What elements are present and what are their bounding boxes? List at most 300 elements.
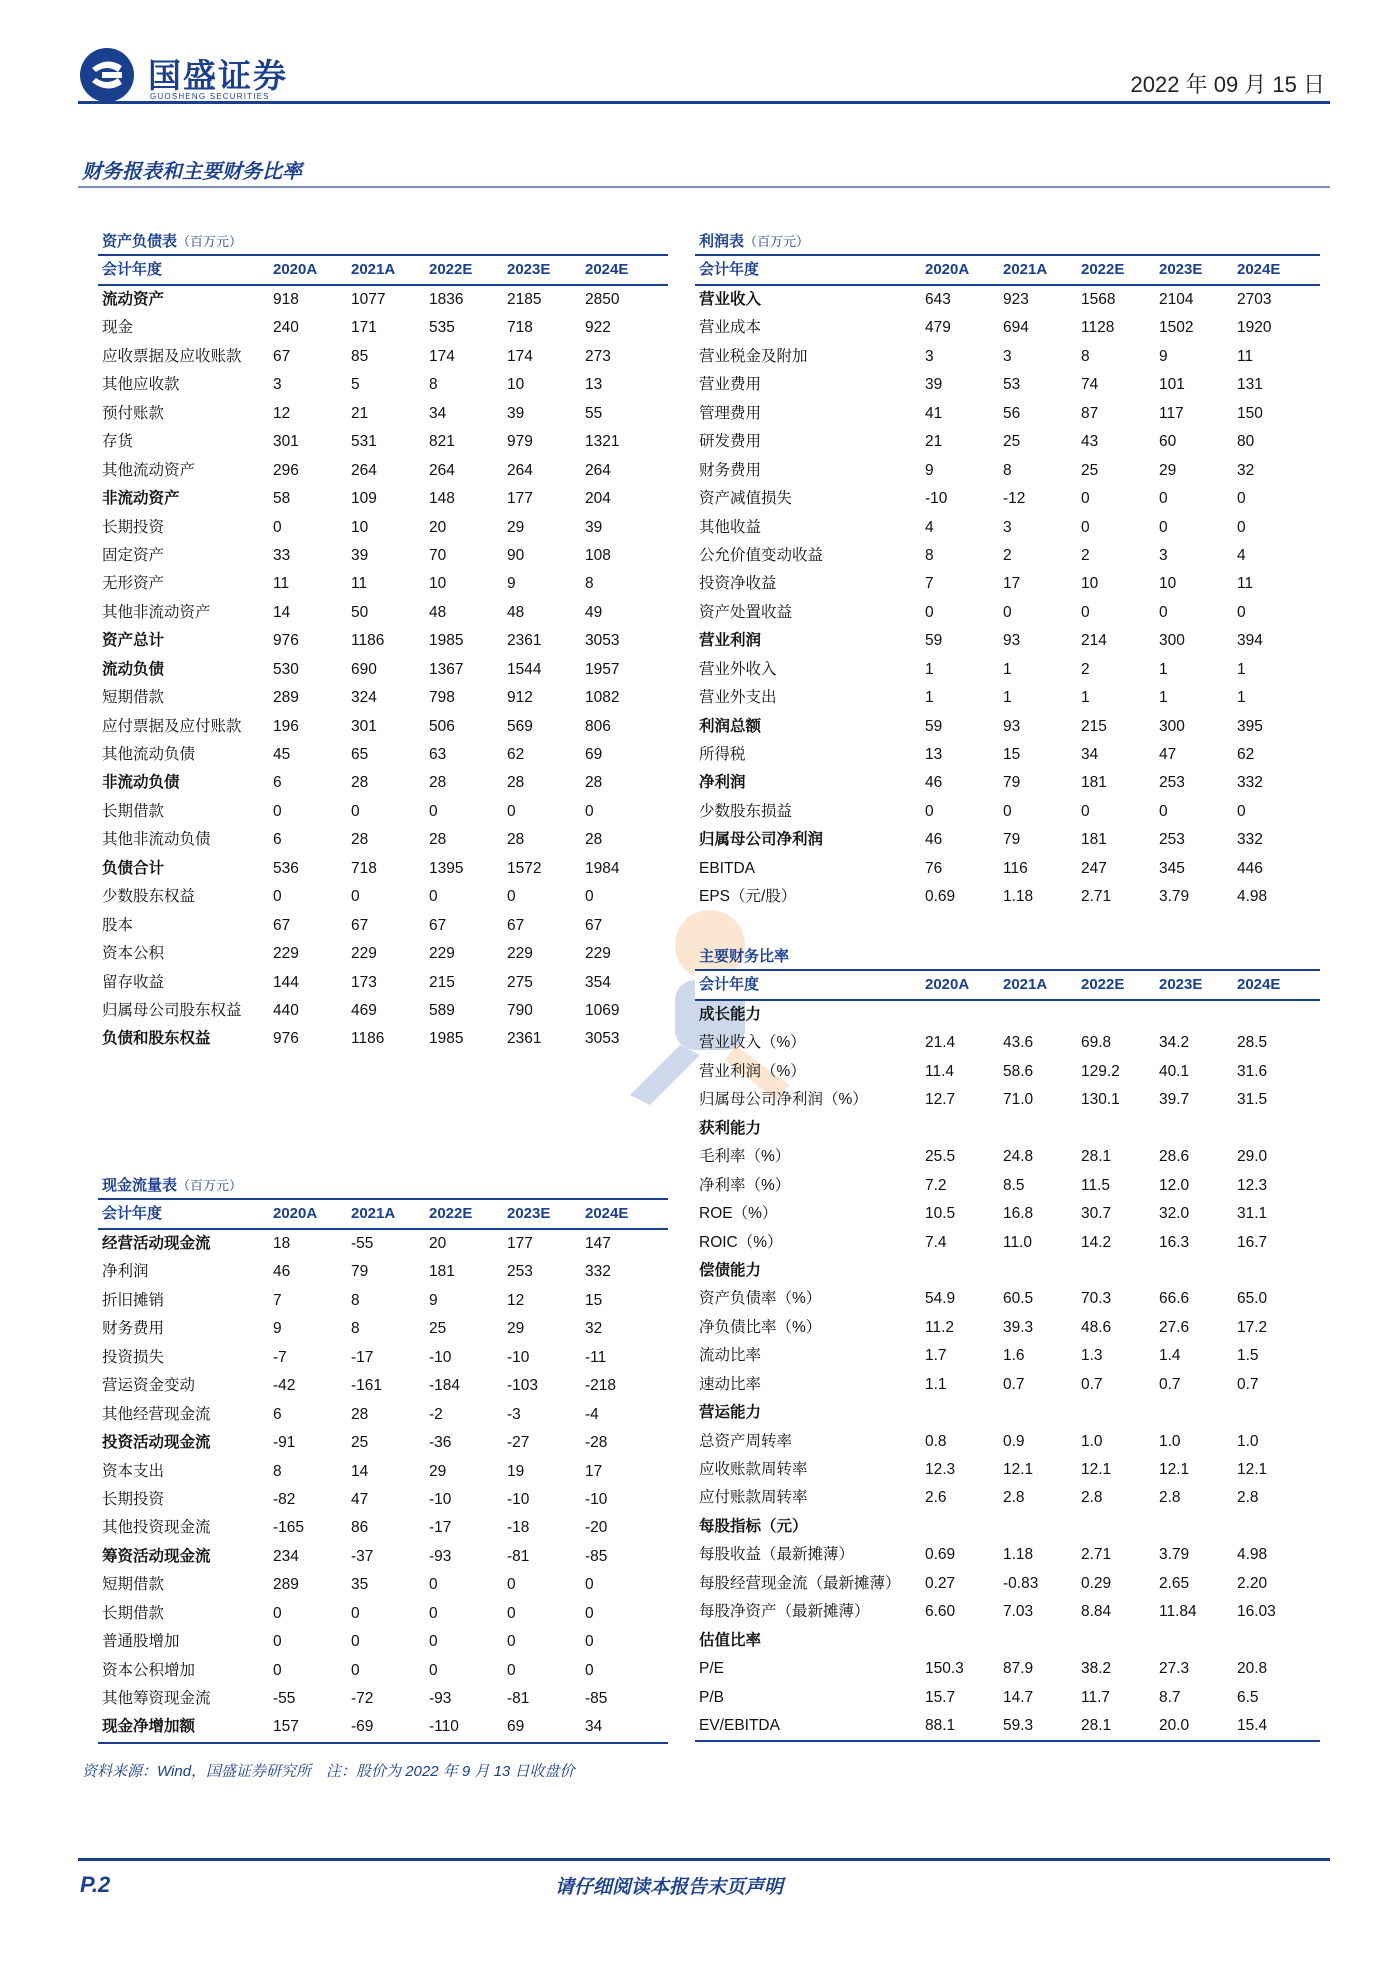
cash-flow-title: 现金流量表（百万元） xyxy=(98,1174,668,1200)
row-label: 所得税 xyxy=(699,746,746,763)
row-label: 经营活动现金流 xyxy=(102,1235,211,1252)
cell-value xyxy=(1237,1513,1315,1541)
cell-value: 1984 xyxy=(585,859,620,877)
cell-value xyxy=(1237,1115,1315,1143)
cell-value: 59 xyxy=(925,717,943,735)
cell-value: 50 xyxy=(351,603,369,621)
cell-value: 240 xyxy=(273,319,299,337)
row-label: 利润总额 xyxy=(699,717,762,735)
cell-value: 1 xyxy=(1159,660,1168,678)
cell-value: 0 xyxy=(1159,802,1168,820)
table-row xyxy=(98,656,668,684)
row-label: 归属母公司净利润 xyxy=(699,831,824,849)
cell-value: 101 xyxy=(1159,376,1185,394)
table-row xyxy=(98,1287,668,1315)
cell-value: 6 xyxy=(273,831,282,849)
cell-value: 17 xyxy=(1003,575,1021,593)
row-label: 偿债能力 xyxy=(699,1261,762,1279)
cell-value: 1 xyxy=(925,689,934,707)
cell-value: 49 xyxy=(585,603,603,621)
cell-value: 0 xyxy=(507,802,516,820)
cell-value: -55 xyxy=(351,1235,374,1252)
cell-value: 34 xyxy=(585,1718,603,1736)
cell-value: 25 xyxy=(351,1434,369,1452)
row-label: 无形资产 xyxy=(102,575,165,593)
cell-value: 20.0 xyxy=(1159,1716,1190,1734)
row-label: 获利能力 xyxy=(699,1119,762,1137)
cell-value: 0 xyxy=(1159,490,1168,508)
table-row xyxy=(98,1344,668,1372)
cell-value: 93 xyxy=(1003,717,1021,735)
table-row xyxy=(695,684,1320,712)
cell-value: 3 xyxy=(273,376,282,394)
cell-value: 694 xyxy=(1003,319,1029,337)
cell-value: 0.7 xyxy=(1003,1375,1025,1393)
cell-value: 1836 xyxy=(429,291,464,308)
table-row xyxy=(695,1115,1320,1143)
table-row xyxy=(695,1456,1320,1484)
cell-value: 1321 xyxy=(585,433,620,451)
row-label: 现金 xyxy=(102,319,134,337)
cell-value: -85 xyxy=(585,1547,608,1565)
cell-value: 0 xyxy=(273,518,282,536)
cell-value: 88.1 xyxy=(925,1716,956,1734)
cell-value: 12.7 xyxy=(925,1091,956,1109)
cell-value: 8 xyxy=(429,376,438,394)
cell-value: 8.5 xyxy=(1003,1176,1025,1194)
row-label: 净利率（%） xyxy=(699,1176,791,1194)
cell-value: 16.7 xyxy=(1237,1233,1268,1251)
cell-value: 181 xyxy=(429,1263,455,1281)
cell-value: 0 xyxy=(273,1633,282,1651)
cell-value: 332 xyxy=(585,1263,611,1281)
cell-value: 253 xyxy=(1159,774,1185,792)
cell-value: 87.9 xyxy=(1003,1660,1034,1678)
cell-value: 296 xyxy=(273,461,299,479)
cell-value xyxy=(1003,1001,1081,1029)
report-date: 2022 年 09 月 15 日 xyxy=(1130,72,1325,97)
row-label: 每股收益（最新摊薄） xyxy=(699,1546,855,1564)
page-number: P.2 xyxy=(80,1872,111,1897)
cell-value: 0 xyxy=(585,1633,594,1651)
cell-value: 25 xyxy=(1081,461,1099,479)
cell-value: 28 xyxy=(351,1405,369,1423)
table-row xyxy=(695,457,1320,485)
cell-value: 148 xyxy=(429,490,455,508)
cell-value: 229 xyxy=(351,945,377,963)
cell-value: 1069 xyxy=(585,1001,620,1019)
cell-value: 1 xyxy=(1003,660,1012,678)
cell-value: 177 xyxy=(507,490,533,508)
table-row xyxy=(695,542,1320,570)
cell-value xyxy=(1081,1513,1159,1541)
cell-value: 345 xyxy=(1159,859,1185,877)
cell-value: 11 xyxy=(1237,575,1254,593)
cell-value: 171 xyxy=(351,319,377,337)
cash-flow-table xyxy=(98,1174,668,1744)
cell-value: 535 xyxy=(429,319,455,337)
cell-value xyxy=(1003,1257,1081,1285)
cell-value: 0 xyxy=(1237,490,1246,508)
cell-value: 79 xyxy=(1003,831,1021,849)
table-row xyxy=(695,1541,1320,1569)
cell-value: 14 xyxy=(351,1462,369,1480)
cell-value: 28 xyxy=(429,774,447,792)
cell-value: 10 xyxy=(351,518,369,536)
table-row xyxy=(695,1200,1320,1228)
table-row xyxy=(695,1513,1320,1541)
cell-value: 45 xyxy=(273,746,291,763)
cell-value: 108 xyxy=(585,546,611,564)
table-row xyxy=(98,997,668,1025)
row-label: 管理费用 xyxy=(699,404,762,422)
cell-value: 12 xyxy=(273,404,291,422)
cell-value: 1.3 xyxy=(1081,1347,1103,1365)
cell-value: 60.5 xyxy=(1003,1290,1034,1308)
cash-flow-header xyxy=(98,1200,668,1230)
row-label: 非流动负债 xyxy=(102,774,180,792)
balance-sheet-table xyxy=(98,230,668,1054)
cell-value: 70.3 xyxy=(1081,1290,1112,1308)
year-header: 2022E xyxy=(1081,976,1125,993)
income-statement-header xyxy=(695,256,1320,286)
cell-value: 28 xyxy=(507,831,525,849)
row-label: 少数股东权益 xyxy=(102,888,196,906)
cell-value: -72 xyxy=(351,1690,374,1707)
cell-value: 11.4 xyxy=(925,1062,955,1080)
cell-value: 8 xyxy=(1003,461,1012,479)
header-label: 会计年度 xyxy=(102,261,163,278)
cell-value: -10 xyxy=(585,1490,608,1508)
cell-value: 0 xyxy=(351,1661,360,1679)
cell-value: 0 xyxy=(1159,603,1168,621)
cell-value: 0 xyxy=(1237,518,1246,536)
row-label: 长期投资 xyxy=(102,1490,165,1508)
table-row xyxy=(695,314,1320,342)
cell-value: -2 xyxy=(429,1405,443,1423)
cell-value: 40.1 xyxy=(1159,1062,1190,1080)
table-row xyxy=(98,1571,668,1599)
table-row xyxy=(98,485,668,513)
cell-value xyxy=(1081,1627,1159,1655)
cell-value: 1.5 xyxy=(1237,1347,1259,1365)
cell-value: 15.7 xyxy=(925,1688,956,1706)
cell-value: 1128 xyxy=(1081,319,1115,337)
table-row xyxy=(98,314,668,342)
cell-value: 86 xyxy=(351,1519,369,1537)
row-label: 流动负债 xyxy=(102,660,165,678)
row-label: P/E xyxy=(699,1660,724,1678)
year-header: 2022E xyxy=(1081,261,1125,278)
cell-value: 11.2 xyxy=(925,1318,955,1336)
table-row xyxy=(695,855,1320,883)
cell-value: 2.71 xyxy=(1081,1546,1112,1564)
cell-value: -28 xyxy=(585,1434,608,1452)
cell-value: 31.6 xyxy=(1237,1062,1268,1080)
cell-value: 289 xyxy=(273,689,299,707)
cell-value: 80 xyxy=(1237,433,1255,451)
cell-value: 589 xyxy=(429,1001,455,1019)
row-label: 应收账款周转率 xyxy=(699,1461,808,1478)
cell-value: 71.0 xyxy=(1003,1091,1034,1109)
cell-value: 34.2 xyxy=(1159,1034,1190,1052)
cell-value: 76 xyxy=(925,859,943,877)
cell-value: 1.1 xyxy=(925,1375,947,1393)
balance-sheet-rows xyxy=(98,286,668,1054)
cell-value: 28.1 xyxy=(1081,1148,1112,1166)
row-label: 资产处置收益 xyxy=(699,603,793,621)
row-label: 其他应收款 xyxy=(102,376,180,394)
cell-value: 253 xyxy=(1159,831,1185,849)
table-row xyxy=(98,542,668,570)
cell-value: 67 xyxy=(507,916,525,934)
cell-value: 79 xyxy=(1003,774,1021,792)
row-label: 其他筹资现金流 xyxy=(102,1690,211,1707)
cell-value: 2.71 xyxy=(1081,888,1112,906)
table-row xyxy=(98,1514,668,1542)
cell-value: 58.6 xyxy=(1003,1062,1034,1080)
cell-value: 446 xyxy=(1237,859,1263,877)
cell-value: 147 xyxy=(585,1235,611,1252)
cell-value: 5 xyxy=(351,376,360,394)
table-row xyxy=(695,1001,1320,1029)
row-label: 预付账款 xyxy=(102,404,165,422)
cell-value: 117 xyxy=(1159,404,1184,422)
year-header: 2023E xyxy=(507,261,551,278)
cell-value: 173 xyxy=(351,973,377,991)
cell-value: 918 xyxy=(273,291,299,308)
cell-value: -0.83 xyxy=(1003,1574,1039,1592)
cell-value xyxy=(1003,1399,1081,1427)
cell-value: 1 xyxy=(1237,689,1246,707)
row-label: 负债合计 xyxy=(102,859,165,877)
cell-value: 300 xyxy=(1159,717,1185,735)
cell-value: 16.03 xyxy=(1237,1603,1276,1621)
cell-value: 53 xyxy=(1003,376,1021,394)
cell-value: 39.7 xyxy=(1159,1091,1190,1109)
ratios-rows xyxy=(695,1001,1320,1742)
cell-value: 12.1 xyxy=(1081,1461,1112,1478)
cell-value: 8 xyxy=(585,575,594,593)
cell-value: 39 xyxy=(925,376,943,394)
cell-value: 34 xyxy=(429,404,447,422)
row-label: 其他非流动负债 xyxy=(102,831,211,849)
cell-value: 39 xyxy=(351,546,369,564)
table-row xyxy=(695,400,1320,428)
table-row xyxy=(98,855,668,883)
row-label: 营运资金变动 xyxy=(102,1377,196,1395)
cell-value: 20 xyxy=(429,518,447,536)
cell-value xyxy=(1003,1627,1081,1655)
cell-value: 1.0 xyxy=(1081,1432,1103,1450)
cell-value: 264 xyxy=(507,461,533,479)
cell-value xyxy=(925,1399,1003,1427)
table-row xyxy=(695,485,1320,513)
cell-value: 66.6 xyxy=(1159,1290,1190,1308)
row-label: 短期借款 xyxy=(102,1576,165,1594)
table-row xyxy=(695,570,1320,598)
cell-value: 569 xyxy=(507,717,533,735)
cell-value xyxy=(925,1627,1003,1655)
cell-value: 0 xyxy=(507,888,516,906)
cell-value: 60 xyxy=(1159,433,1177,451)
cell-value: 2 xyxy=(1003,546,1012,564)
cell-value: 2850 xyxy=(585,291,620,308)
row-label: 每股净资产（最新摊薄） xyxy=(699,1603,870,1621)
ratios-header xyxy=(695,971,1320,1001)
cell-value: 13 xyxy=(585,376,603,394)
cell-value: 59.3 xyxy=(1003,1716,1034,1734)
cell-value: 8 xyxy=(925,546,934,564)
cell-value: -11 xyxy=(585,1348,607,1366)
cell-value: 35 xyxy=(351,1576,369,1594)
cell-value: 11.0 xyxy=(1003,1233,1033,1251)
cell-value: 1 xyxy=(1159,689,1168,707)
cell-value: 144 xyxy=(273,973,299,991)
row-label: 投资损失 xyxy=(102,1348,165,1366)
cell-value: 234 xyxy=(273,1547,299,1565)
header-label: 会计年度 xyxy=(699,261,760,278)
cell-value: 18 xyxy=(273,1235,291,1252)
table-row xyxy=(98,599,668,627)
cell-value: 28 xyxy=(507,774,525,792)
table-row xyxy=(98,684,668,712)
row-label: 短期借款 xyxy=(102,689,165,707)
income-statement-table xyxy=(695,230,1320,912)
cell-value: 6 xyxy=(273,774,282,792)
row-label: 营业收入（%） xyxy=(699,1034,806,1052)
cell-value: 15 xyxy=(1003,746,1021,763)
cell-value: 395 xyxy=(1237,717,1263,735)
cell-value: 912 xyxy=(507,689,533,707)
table-row xyxy=(98,1372,668,1400)
cell-value: 8 xyxy=(273,1462,282,1480)
disclaimer: 请仔细阅读本报告末页声明 xyxy=(555,1877,784,1898)
cell-value: 332 xyxy=(1237,774,1263,792)
cell-value: 4 xyxy=(925,518,934,536)
cell-value: 0.7 xyxy=(1159,1375,1181,1393)
cell-value: -27 xyxy=(507,1434,530,1452)
row-label: 投资净收益 xyxy=(699,575,777,593)
row-label: 折旧摊销 xyxy=(102,1291,165,1309)
cell-value: 10 xyxy=(507,376,525,394)
cell-value: 43 xyxy=(1081,433,1099,451)
table-row xyxy=(695,1598,1320,1626)
cell-value: 0 xyxy=(1081,603,1090,621)
cell-value: 2361 xyxy=(507,632,542,650)
cell-value: 28 xyxy=(585,774,603,792)
table-row xyxy=(695,769,1320,797)
cell-value: 67 xyxy=(351,916,369,934)
cell-value: 1 xyxy=(1237,660,1246,678)
company-name-en: GUOSHENG SECURITIES xyxy=(150,92,270,101)
cell-value: 1.7 xyxy=(925,1347,947,1365)
cell-value: 2 xyxy=(1081,546,1090,564)
cell-value: -17 xyxy=(429,1519,452,1537)
cell-value: 12.0 xyxy=(1159,1176,1190,1194)
header-label: 会计年度 xyxy=(102,1205,163,1222)
cell-value: -218 xyxy=(585,1377,617,1395)
cell-value: 215 xyxy=(429,973,455,991)
row-label: 资产减值损失 xyxy=(699,490,793,508)
cell-value: 174 xyxy=(429,347,455,365)
cell-value: 289 xyxy=(273,1576,299,1594)
section-title: 财务报表和主要财务比率 xyxy=(82,161,302,183)
row-label: 长期投资 xyxy=(102,518,165,536)
cell-value: 332 xyxy=(1237,831,1263,849)
cell-value: 1186 xyxy=(351,632,385,650)
cell-value: 87 xyxy=(1081,404,1099,422)
cell-value: 1082 xyxy=(585,689,620,707)
table-row xyxy=(98,798,668,826)
year-header: 2021A xyxy=(1003,976,1048,993)
table-row xyxy=(695,1172,1320,1200)
cell-value: 58 xyxy=(273,490,291,508)
cell-value: 39 xyxy=(585,518,603,536)
cell-value xyxy=(925,1001,1003,1029)
row-label: 其他流动资产 xyxy=(102,461,196,479)
cell-value: -161 xyxy=(351,1377,383,1395)
cell-value: 229 xyxy=(429,945,455,963)
row-label: 归属母公司股东权益 xyxy=(102,1001,242,1019)
cell-value: 690 xyxy=(351,660,377,678)
year-header: 2020A xyxy=(273,261,318,278)
table-row xyxy=(695,371,1320,399)
table-row xyxy=(695,1684,1320,1712)
cell-value: -18 xyxy=(507,1519,530,1537)
cell-value: 0.29 xyxy=(1081,1574,1112,1592)
cell-value: 718 xyxy=(351,859,377,877)
cell-value: 7.4 xyxy=(925,1233,947,1251)
cell-value: 0 xyxy=(585,1661,594,1679)
cell-value: 27.6 xyxy=(1159,1318,1190,1336)
cell-value: 1544 xyxy=(507,660,542,678)
cell-value xyxy=(1159,1115,1237,1143)
cell-value: 1395 xyxy=(429,859,464,877)
cell-value: 3 xyxy=(1159,546,1168,564)
table-row xyxy=(695,883,1320,911)
row-label: 普通股增加 xyxy=(102,1633,180,1651)
cell-value: 204 xyxy=(585,490,611,508)
cell-value: 790 xyxy=(507,1001,533,1019)
cell-value: 2104 xyxy=(1159,291,1194,308)
cell-value xyxy=(1159,1257,1237,1285)
cell-value: 24.8 xyxy=(1003,1148,1034,1166)
cell-value: 531 xyxy=(351,433,377,451)
cell-value: 8 xyxy=(351,1320,360,1338)
cell-value: 0 xyxy=(429,1576,438,1594)
row-label: P/B xyxy=(699,1688,724,1706)
row-label: ROIC（%） xyxy=(699,1233,783,1251)
cell-value: -36 xyxy=(429,1434,452,1452)
cell-value: 1.18 xyxy=(1003,1546,1034,1564)
row-label: 研发费用 xyxy=(699,433,762,451)
row-label: 流动资产 xyxy=(102,291,165,308)
table-row xyxy=(695,599,1320,627)
cell-value: 440 xyxy=(273,1001,299,1019)
cell-value: -10 xyxy=(429,1348,452,1366)
cell-value: 229 xyxy=(273,945,299,963)
cell-value: 7.2 xyxy=(925,1176,947,1194)
cell-value: 11 xyxy=(1237,347,1254,365)
row-label: 财务费用 xyxy=(699,461,762,479)
cell-value: 0 xyxy=(273,802,282,820)
cell-value: -110 xyxy=(429,1718,459,1736)
cell-value: 264 xyxy=(429,461,455,479)
cell-value xyxy=(1081,1001,1159,1029)
table-row xyxy=(98,912,668,940)
year-header: 2024E xyxy=(1237,976,1281,993)
